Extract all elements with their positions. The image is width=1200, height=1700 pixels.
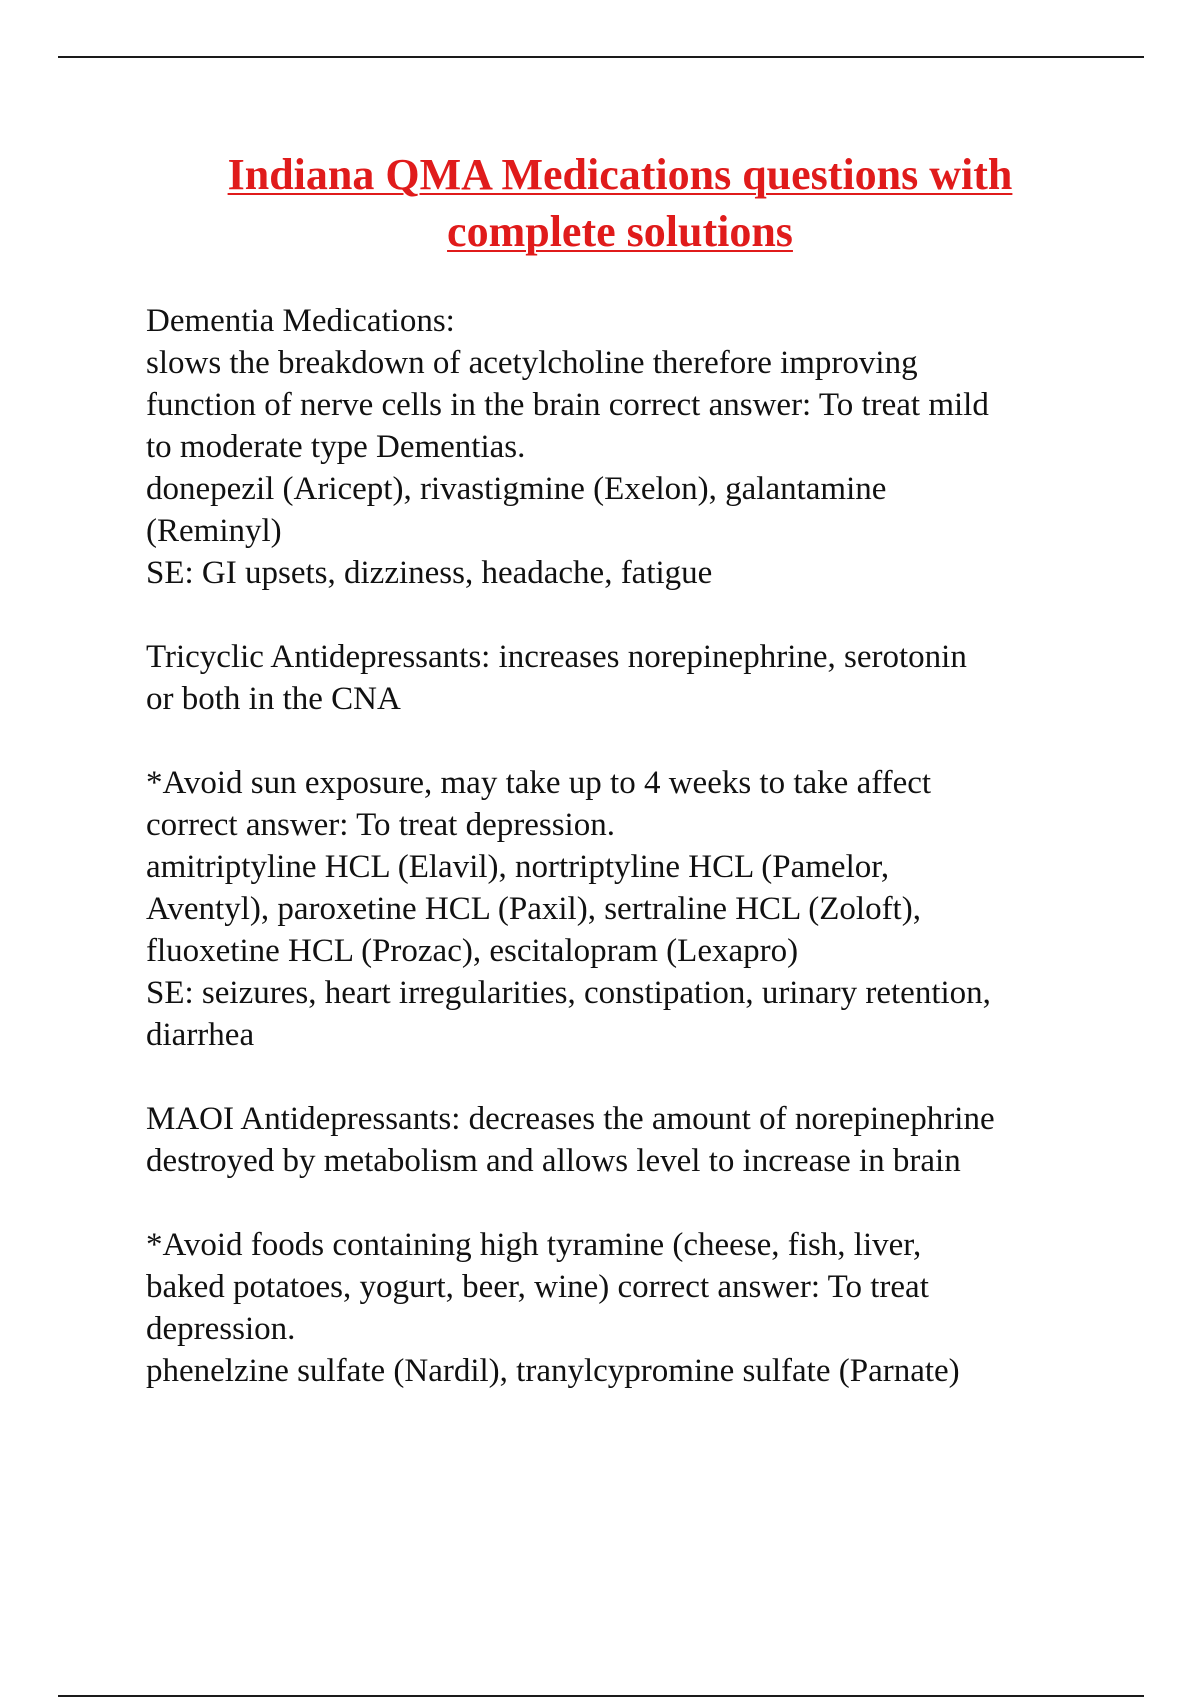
text-line: donepezil (Aricept), rivastigmine (Exelon), galantamine: [146, 471, 887, 507]
document-body: [146, 300, 1136, 1392]
text-line: correct answer: To treat depression.: [146, 807, 615, 843]
text-line: destroyed by metabolism and allows level to increase in brain: [146, 1143, 961, 1179]
top-rule: [58, 56, 1144, 58]
paragraph-gap: [146, 720, 1136, 762]
text-line: or both in the CNA: [146, 681, 401, 717]
text-line: function of nerve cells in the brain correct answer: To treat mild: [146, 387, 989, 423]
text-line: *Avoid foods containing high tyramine (cheese, fish, liver,: [146, 1227, 922, 1263]
text-line: to moderate type Dementias.: [146, 429, 526, 465]
paragraph-gap: [146, 1182, 1136, 1224]
section-dementia-medications: [146, 300, 1136, 594]
text-line: slows the breakdown of acetylcholine therefore improving: [146, 345, 918, 381]
text-line: *Avoid sun exposure, may take up to 4 weeks to take affect: [146, 765, 932, 801]
text-line: MAOI Antidepressants: decreases the amount of norepinephrine: [146, 1101, 995, 1137]
text-line: diarrhea: [146, 1017, 255, 1053]
text-line: depression.: [146, 1311, 296, 1347]
text-line: Dementia Medications:: [146, 303, 455, 339]
title-line-1: Indiana QMA Medications questions with: [227, 150, 1013, 199]
text-line: baked potatoes, yogurt, beer, wine) correct answer: To treat: [146, 1269, 929, 1305]
text-line: Tricyclic Antidepressants: increases norepinephrine, serotonin: [146, 639, 967, 675]
section-tricyclic-antidepressants: [146, 636, 1136, 720]
text-line: SE: GI upsets, dizziness, headache, fatigue: [146, 555, 713, 591]
text-line: amitriptyline HCL (Elavil), nortriptyline HCL (Pamelor,: [146, 849, 890, 885]
section-maoi-antidepressants: [146, 1098, 1136, 1182]
section-tricyclic-answer: [146, 762, 1136, 1056]
text-line: (Reminyl): [146, 513, 282, 549]
text-line: Aventyl), paroxetine HCL (Paxil), sertraline HCL (Zoloft),: [146, 891, 921, 927]
text-line: SE: seizures, heart irregularities, constipation, urinary retention,: [146, 975, 991, 1011]
document-title: [120, 146, 1120, 260]
section-maoi-answer: [146, 1224, 1136, 1392]
text-line: fluoxetine HCL (Prozac), escitalopram (Lexapro): [146, 933, 799, 969]
text-line: phenelzine sulfate (Nardil), tranylcypromine sulfate (Parnate): [146, 1353, 960, 1389]
paragraph-gap: [146, 594, 1136, 636]
title-line-2: complete solutions: [447, 207, 793, 256]
paragraph-gap: [146, 1056, 1136, 1098]
bottom-rule: [58, 1695, 1144, 1697]
